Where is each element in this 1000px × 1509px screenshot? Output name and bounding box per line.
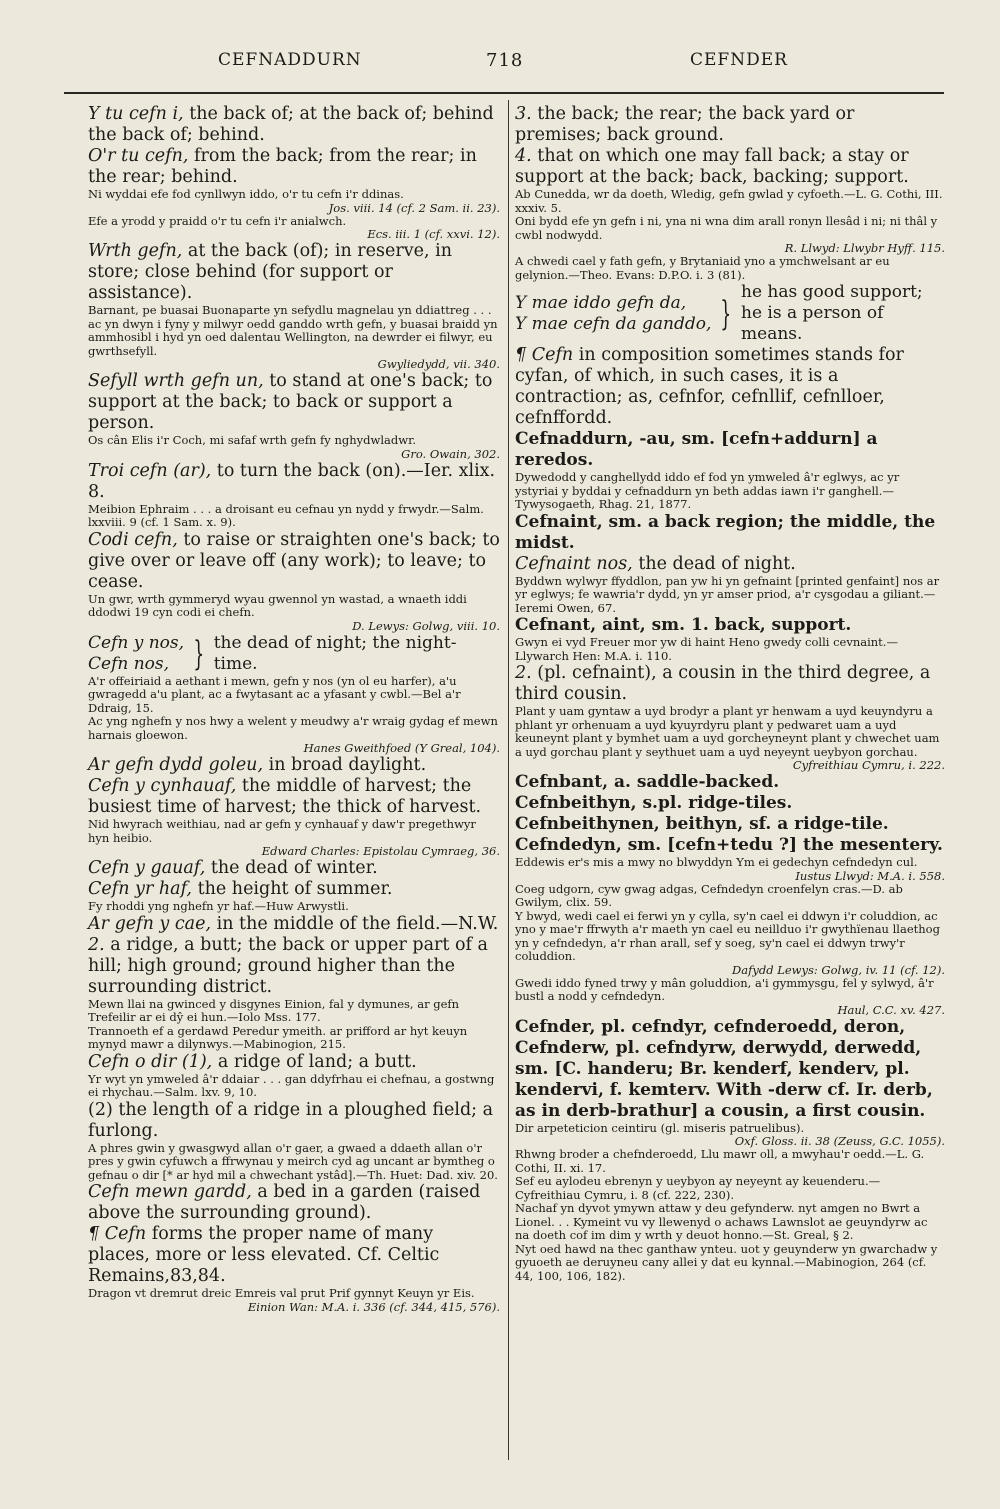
entry-definition: in composition sometimes stands for cyfan, of which, in such cases, it is a contraction; as, cefnfor, cefnllif, cefnlloer, cefnffordd.	[515, 345, 904, 428]
entry-definition: a bed in a garden (raised above the surrounding ground).	[88, 1182, 481, 1223]
entry-term: Cefnbeithyn,	[515, 793, 637, 813]
citation-quote: A phres gwin y gwasgwyd allan o'r gaer, a gwaed a ddaeth allan o'r pres y gwin cyfuwch a ffrwynau y meirch cyd ag uncant ar bymtheg o gefnau o dir [* ar hyd mil a chwechant ystâd].—Th. Huet: Dad. xiv. 20.	[88, 1140, 498, 1182]
citation-source: Hanes Gweithfoed (Y Greal, 104).	[303, 741, 500, 755]
entry-term: Cefnaddurn,	[515, 429, 634, 449]
entry-definition: sm. [cefn+tedu ?] the mesentery.	[627, 835, 943, 855]
phrase-entry	[88, 776, 500, 818]
citation-source: Gwyliedydd, vii. 340.	[377, 357, 500, 371]
citation-quote: Fy rhoddi yng nghefn yr haf.—Huw Arwystli.	[88, 899, 349, 913]
citation-quote: Un gwr, wrth gymmeryd wyau gwennol yn wastad, a wnaeth iddi ddodwi 19 cyn codi ei chefn.	[88, 591, 467, 619]
phrase-entry	[515, 345, 945, 429]
phrase-entry	[88, 935, 500, 998]
entry-term: Codi cefn,	[88, 529, 178, 550]
entry-terms: Y mae iddo gefn da, Y mae cefn da ganddo,	[515, 292, 712, 334]
phrase-entry	[515, 104, 945, 146]
headword-entry	[515, 615, 945, 636]
citation-quote: Barnant, pe buasai Buonaparte yn sefydlu magnelau yn ddiattreg . . . ac yn dwyn i fyny y milwyr oedd ganddo wrth gefn, y buasai braidd yn ammhosibl i hyd yn oed dalentau Wellington, na dewrder ei filwyr, eu gwrthsefyll.	[88, 303, 498, 358]
entry-term: Y tu cefn i,	[88, 104, 184, 124]
entry-definition: s.pl. ridge-tiles.	[642, 793, 793, 813]
citation-quote: Nachaf yn dyvot ymywn attaw y deu gefynderw. nyt amgen no Bwrt a Lionel. . . Kymeint vu vy llewenyd o achaws Lawnslot ae geuyndyrw ac na doeth cof im dim y wrth y deuot honno.—St. Greal, § 2.	[515, 1201, 928, 1242]
entry-definition: that on which one may fall back; a stay or support at the back; back, backing; support.	[515, 146, 909, 187]
entry-term: Cefn o dir (1),	[88, 1051, 213, 1072]
entry-definition: the back; the rear; the back yard or premises; back ground.	[515, 104, 855, 145]
entry-term: O'r tu cefn,	[88, 146, 189, 166]
phrase-entry	[88, 755, 500, 776]
entry-definition: forms the proper name of many places, more or less elevated. Cf. Celtic Remains,83,84.	[88, 1224, 440, 1286]
headword-entry	[515, 835, 945, 856]
entry-definition: at the back (of); in reserve, in store; close behind (for support or assistance).	[88, 241, 452, 303]
running-head-right: CEFNDER	[690, 50, 788, 70]
headword-entry	[515, 814, 945, 835]
citation-quote: Ac yng nghefn y nos hwy a welent y meudwy a'r wraig gydag ef mewn harnais gloewon.	[88, 714, 498, 742]
right-column	[515, 104, 945, 1283]
entry-definition: from the back; from the rear; in the rear; behind.	[88, 146, 477, 187]
phrase-entry	[88, 146, 500, 188]
entry-definition: pl. cefndyr, cefnderoedd, deron, Cefnderw, pl. cefndyrw, derwydd, derwedd, sm. [C. handeru; Br. kenderf, kenderv, pl. kendervi, f. kemterv. With -derw cf. Ir. derb, as in derb-brathur] a cousin, a first cousin.	[515, 1016, 933, 1121]
citation-source: Cyfreithiau Cymru, i. 222.	[792, 758, 945, 772]
citation-quote: Ab Cunedda, wr da doeth, Wledig, gefn gwlad y cyfoeth.—L. G. Cothi, III. xxxiv. 5.	[515, 187, 943, 215]
entry-terms: Cefn y nos, Cefn nos,	[88, 632, 185, 674]
citation-quote: Efe a yrodd y praidd o'r tu cefn i'r anialwch.	[88, 213, 347, 228]
entry-term: Wrth gefn,	[88, 241, 183, 261]
citation-quote: Byddwn wylwyr ffyddlon, pan yw hi yn gefnaint [printed genfaint] nos ar yr eglwys; fe wawria'r dydd, yn yr amser priod, a'r cysgodau a giliant.—Ieremi Owen, 67.	[515, 573, 940, 615]
entry-term: ¶ Cefn	[88, 1224, 147, 1244]
entry-definition: the dead of night; the night-time.	[213, 632, 457, 674]
entry-definition: sm. a back region; the middle, the midst.	[515, 511, 936, 553]
entry-definition: the dead of night.	[638, 553, 796, 574]
citation-source: Ecs. iii. 1 (cf. xxvi. 12).	[367, 227, 500, 241]
entry-definition: the height of summer.	[197, 879, 393, 899]
entry-definition: beithyn, sf. a ridge-tile.	[665, 814, 889, 834]
citation-source: Oxf. Gloss. ii. 38 (Zeuss, G.C. 1055).	[734, 1134, 945, 1148]
citation-quote: Coeg udgorn, cyw gwag adgas, Cefndedyn croenfelyn cras.—D. ab Gwilym, clix. 59.	[515, 881, 903, 909]
citation-source: Iustus Llwyd: M.A. i. 558.	[795, 868, 945, 883]
citation-quote: Dywedodd y canghellydd iddo ef fod yn ymweled â'r eglwys, ac yr ystyriai y byddai y cefnaddurn yn beth addas iawn i'r ganghell.—Tywysogaeth, Rhag. 21, 1877.	[515, 470, 900, 511]
entry-definition: the back of; at the back of; behind the back of; behind.	[88, 104, 494, 145]
entry-definition: in broad daylight.	[268, 755, 427, 775]
phrase-entry	[515, 663, 945, 705]
running-head-left: CEFNADDURN	[218, 50, 362, 70]
entry-term: Ar gefn dydd goleu,	[88, 755, 264, 775]
citation-quote: A'r offeiriaid a aethant i mewn, gefn y nos (yn ol eu harfer), a'u gwragedd a'u plant, ac a fwytasant ac a yfasant y cwbl.—Bel a'r Ddraig, 15.	[88, 673, 461, 715]
entry-definition: to turn the back (on).—Ier. xlix. 8.	[88, 460, 496, 502]
citation-source: Gro. Owain, 302.	[401, 446, 500, 461]
entry-definition: (pl. cefnaint), a cousin in the third degree, a third cousin.	[515, 663, 931, 704]
entry-term: Cefnder,	[515, 1016, 596, 1037]
citation-source: D. Lewys: Golwg, viii. 10.	[352, 618, 500, 633]
entry-term: Cefn y cynhauaf,	[88, 776, 237, 796]
entry-definition: he has good support; he is a person of means.	[741, 282, 923, 344]
citation-quote: Rhwng broder a chefnderoedd, Llu mawr oll, a mwyhau'r oedd.—L. G. Cothi, II. xi. 17.	[515, 1147, 925, 1175]
entry-term: 2.	[88, 934, 105, 955]
phrase-entry	[515, 146, 945, 188]
citation-quote: Plant y uam gyntaw a uyd brodyr a plant yr henwam a uyd keuyndyru a phlant yr orhenuam a uyd kyuyrdyru plant y pedwaret uam a uyd keuneynt plant y bymhet uam a uyd gorcheyneynt plant y chwechet uam a uyd gorchau plant y seythuet uam a uyd neyeynt ueybyon gorchau.	[515, 704, 940, 759]
entry-term: Cefnbant,	[515, 772, 609, 792]
phrase-entry	[88, 914, 500, 935]
citation-quote: Trannoeth ef a gerdawd Peredur ymeith. ar prifford ar hyt keuyn mynyd mawr a dilynwys.—Mabinogion, 215.	[88, 1023, 468, 1051]
citation-quote: Sef eu aylodeu ebrenyn y ueybyon ay neyeynt ay keuenderu.—Cyfreithiau Cymru, i. 8 (cf. 222, 230).	[515, 1174, 881, 1202]
entry-term: Sefyll wrth gefn un,	[88, 371, 264, 391]
entry-term: Cefnant,	[515, 615, 597, 635]
citation-quote: Gwyn ei vyd Freuer mor yw di haint Heno gwedy colli cevnaint.—Llywarch Hen: M.A. i. 110.	[515, 635, 898, 663]
citation-quote: Oni bydd efe yn gefn i ni, yna ni wna dim arall ronyn llesâd i ni; ni thâl y cwbl nodwydd.	[515, 214, 938, 242]
entry-term: Cefn mewn gardd,	[88, 1182, 252, 1202]
entry-term: Cefnaint,	[515, 511, 603, 532]
citation-quote: Ni wyddai efe fod cynllwyn iddo, o'r tu cefn i'r ddinas.	[88, 187, 404, 201]
entry-term: Ar gefn y cae,	[88, 913, 212, 934]
citation-source: Dafydd Lewys: Golwg, iv. 11 (cf. 12).	[732, 962, 945, 977]
entry-definition: in the middle of the field.—N.W.	[216, 913, 499, 934]
entry-term: ¶ Cefn	[515, 345, 574, 365]
phrase-entry	[88, 1224, 500, 1287]
headword-entry	[515, 1017, 945, 1122]
entry-definition: -au, sm. [cefn+addurn] a reredos.	[515, 429, 878, 470]
citation-quote: Mewn llai na gwinced y disgynes Einion, fal y dymunes, ar gefn Trefeilir ar ei dŷ ei hun.—Iolo Mss. 177.	[88, 996, 460, 1024]
entry-term: 4.	[515, 146, 532, 166]
brace-glyph: }	[193, 633, 205, 674]
citation-quote: Y bwyd, wedi cael ei ferwi yn y cylla, sy'n cael ei ddwyn i'r coluddion, ac yno y mae'r ffrwyth a'r maeth yn cael eu neillduo i'r gwythïenau llaethog yn y cefndedyn, a'r rhan arall, sef y soeg, sy'n cael ei ddwyn trwy'r coluddion.	[515, 908, 940, 963]
entry-term: 3.	[515, 104, 532, 124]
headword-entry	[515, 512, 945, 554]
entry-term: 2.	[515, 663, 532, 683]
citation-source: Edward Charles: Epistolau Cymraeg, 36.	[261, 844, 500, 858]
phrase-entry	[88, 530, 500, 593]
brace-glyph: }	[720, 293, 732, 334]
paired-entry	[515, 282, 945, 345]
citation-quote: Nyt oed hawd na thec ganthaw ynteu. uot y geuynderw yn gwarchadw y gyuoeth ae deruyneu cany allei y dat eu kynnal.—Mabinogion, 264 (cf. 44, 100, 106, 182).	[515, 1241, 938, 1283]
column-divider	[508, 100, 509, 1460]
phrase-entry	[88, 104, 500, 146]
phrase-entry	[515, 554, 945, 575]
paired-entry	[88, 633, 500, 675]
entry-definition: to stand at one's back; to support at the back; to back or support a person.	[88, 371, 493, 433]
phrase-entry	[88, 371, 500, 434]
phrase-entry	[88, 1182, 500, 1224]
headword-entry	[515, 772, 945, 793]
entry-definition: the middle of harvest; the busiest time of harvest; the thick of harvest.	[88, 776, 482, 817]
entry-term: Troi cefn (ar),	[88, 460, 212, 481]
citation-quote: Gwedi iddo fyned trwy y mân goluddion, a'i gymmysgu, fel y sylwyd, â'r bustl a nodd y cefndedyn.	[515, 975, 934, 1003]
phrase-entry	[88, 1052, 500, 1073]
header-rule	[64, 92, 944, 94]
citation-source: Einion Wan: M.A. i. 336 (cf. 344, 415, 576).	[247, 1299, 500, 1314]
citation-source: Haul, C.C. xv. 427.	[837, 1002, 945, 1017]
citation-quote: Meibion Ephraim . . . a droisant eu cefnau yn nydd y frwydr.—Salm. lxxviii. 9 (cf. 1 Sam. x. 9).	[88, 501, 484, 529]
citation-quote: Nid hwyrach weithiau, nad ar gefn y cynhauaf y daw'r pregethwyr hyn heibio.	[88, 817, 476, 845]
headword-entry	[515, 793, 945, 814]
phrase-entry	[88, 858, 500, 879]
citation-quote: Dir arpeteticion ceintiru (gl. miseris patruelibus).	[515, 1120, 805, 1135]
phrase-entry	[88, 461, 500, 503]
citation-quote: Dragon vt dremrut dreic Emreis val prut Prif gynnyt Keuyn yr Eis.	[88, 1286, 475, 1300]
entry-term: Cefndedyn,	[515, 835, 622, 855]
citation-quote: Yr wyt yn ymweled â'r ddaiar . . . gan ddyfrhau ei chefnau, a gostwng ei rhychau.—Salm. lxv. 9, 10.	[88, 1071, 495, 1099]
entry-definition: aint, sm. 1. back, support.	[602, 615, 852, 635]
entry-term: Cefnbeithynen,	[515, 814, 660, 834]
phrase-entry	[88, 1100, 500, 1142]
citation-source: R. Llwyd: Llwybr Hyff. 115.	[784, 241, 945, 255]
phrase-entry	[88, 241, 500, 304]
entry-term: Cefn yr haf,	[88, 879, 192, 899]
entry-definition: a ridge of land; a butt.	[217, 1051, 417, 1072]
citation-source: Jos. viii. 14 (cf. 2 Sam. ii. 23).	[328, 200, 500, 215]
entry-definition: the dead of winter.	[210, 858, 378, 878]
entry-definition: a ridge, a butt; the back or upper part of a hill; high ground; ground higher than the surrounding district.	[88, 934, 488, 997]
entry-definition: to raise or straighten one's back; to give over or leave off (any work); to leave; to cease.	[88, 529, 500, 592]
entry-term: Cefn y gauaf,	[88, 858, 206, 878]
headword-entry	[515, 429, 945, 471]
left-column	[88, 104, 500, 1314]
phrase-entry	[88, 879, 500, 900]
citation-quote: Eddewis er's mis a mwy no blwyddyn Ym ei gedechyn cefndedyn cul.	[515, 855, 918, 869]
citation-quote: Os cân Elis i'r Coch, mi safaf wrth gefn fy nghydwladwr.	[88, 433, 416, 447]
entry-definition: a. saddle-backed.	[613, 772, 780, 792]
entry-definition: (2) the length of a ridge in a ploughed field; a furlong.	[88, 1099, 494, 1141]
entry-term: Cefnaint nos,	[515, 553, 633, 574]
page-number: 718	[486, 50, 524, 71]
citation-quote: A chwedi cael y fath gefn, y Brytaniaid yno a ymchwelsant ar eu gelynion.—Theo. Evans: D.P.O. i. 3 (81).	[515, 254, 890, 282]
